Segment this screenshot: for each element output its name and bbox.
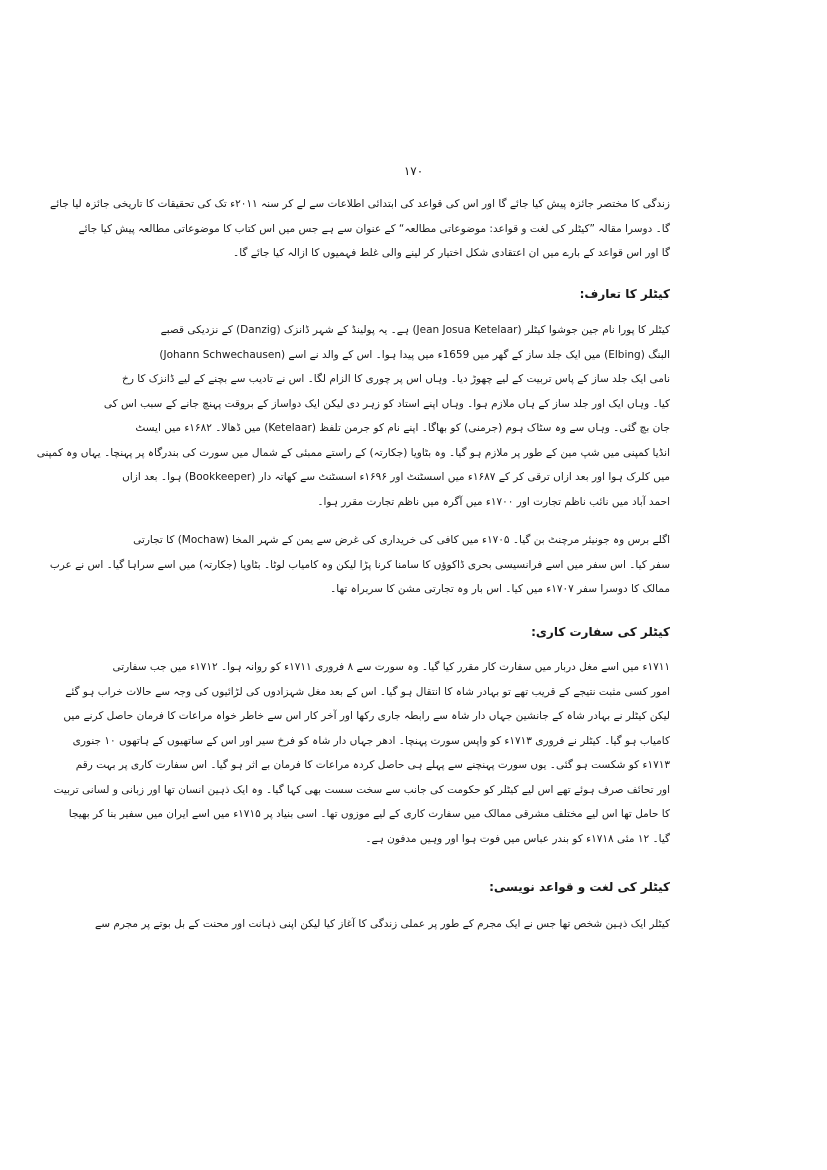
text-line: کامیاب ہو گیا۔ کیٹلر نے فروری ۱۷۱۳ء کو واپس سورت پہنچا۔ ادھر جہاں دار شاہ کو فرخ سیر اور اس کے ساتھیوں کے ہاتھوں ۱۰ جنوری xyxy=(72,734,670,747)
text-line: میں کلرک ہوا اور بعد ازاں ترقی کر کے ۱۶۸۷ء میں اسسٹنٹ اور ۱۶۹۶ء اسسٹنٹ سے کھاتہ دار (Bookkeeper) ہوا۔ بعد ازاں xyxy=(122,471,670,483)
page-number: ۱۷۰ xyxy=(403,164,424,178)
text-line: کیا۔ وہاں ایک اور جلد ساز کے ہاں ملازم ہوا۔ وہاں اپنے استاد کو زہر دی لیکن ایک دواساز کے بروقت پہنچ جانے کے سبب اس کی xyxy=(103,397,670,410)
text-line: زندگی کا مختصر جائزہ پیش کیا جائے گا اور اس کی قواعد کی ابتدائی اطلاعات سے لے کر سنہ ۲۰۱۱ء تک کی تحقیقات کا تاریخی جائزہ لیا جائے xyxy=(50,198,670,210)
text-line: لیکن کیٹلر نے بہادر شاہ کے جانشین جہاں دار شاہ سے رابطہ جاری رکھا اور آخر کار اس سے خاطر خواہ مراعات کا فرمان حاصل کرنے میں xyxy=(63,710,670,722)
text-line: کیٹلر کا پورا نام جین جوشوا کیٹلر (Jean Josua Ketelaar) ہے۔ یہ پولینڈ کے شہر ڈانزک (Danzig) کے نزدیکی قصبے xyxy=(160,324,670,336)
lexicography-paragraph xyxy=(95,912,670,937)
section-heading-lexicography: کیٹلر کی لغت و قواعد نویسی: xyxy=(489,880,670,894)
text-line: ۱۷۱۱ء میں اسے مغل دربار میں سفارت کار مقرر کیا گیا۔ وہ سورت سے ۸ فروری ۱۷۱۱ء کو روانہ ہوا۔ ۱۷۱۲ء میں جب سفارتی xyxy=(112,661,670,673)
text-line: نامی ایک جلد ساز کے پاس تربیت کے لیے چھوڑ دیا۔ وہاں اس پر چوری کا الزام لگا۔ اس نے تادیب سے بچنے کے لیے ڈانزک کا رخ xyxy=(122,373,670,385)
text-line: انڈیا کمپنی میں شپ مین کے طور پر ملازم ہو گیا۔ وہ بٹاویا (جکارتہ) کے راستے ممبئی کے شمال میں سورت کی بندرگاہ پر پہنچا۔ یہاں وہ کمپنی xyxy=(36,446,670,459)
section-heading-introduction: کیٹلر کا تعارف: xyxy=(579,287,670,301)
text-line: اور تحائف صرف ہوئے تھے اس لیے کیٹلر کو حکومت کی جانب سے سخت سست بھی کہا گیا۔ وہ ایک ذہین انسان تھا اور زبانی و لسانی تربیت xyxy=(53,783,670,796)
text-line: اگلے برس وہ جونیئر مرچنٹ بن گیا۔ ۱۷۰۵ء میں کافی کی خریداری کی غرض سے یمن کے شہر المخا (Mochaw) کا تجارتی xyxy=(133,534,670,546)
text-line: احمد آباد میں نائب ناظم تجارت اور ۱۷۰۰ء میں آگرہ میں ناظم تجارت مقرر ہوا۔ xyxy=(317,495,670,508)
text-line: البنگ (Elbing) میں ایک جلد ساز کے گھر میں 1659ء میں پیدا ہوا۔ اس کے والد نے اسے (Johann Schwechausen) xyxy=(159,348,670,361)
section-heading-diplomacy: کیٹلر کی سفارت کاری: xyxy=(531,625,670,639)
diplomacy-paragraph xyxy=(53,655,670,851)
text-line: گیا۔ ۱۲ مئی ۱۷۱۸ء کو بندر عباس میں فوت ہوا اور وہیں مدفون ہے۔ xyxy=(365,832,670,845)
introduction-paragraph-2 xyxy=(49,528,670,602)
text-line: امور کسی مثبت نتیجے کے قریب تھے تو بہادر شاہ کا انتقال ہو گیا۔ اس کے بعد مغل شہزادوں کی لڑائیوں کی وجہ سے حالات خراب ہو گئے xyxy=(65,685,670,698)
text-line: کا حامل تھا اس لیے مختلف مشرقی ممالک میں سفارت کاری کے لیے موزوں تھا۔ اسی بنیاد پر ۱۷۱۵ء میں اسے ایران میں سفیر بنا کر بھیجا xyxy=(68,808,670,820)
text-line: جان بچ گئی۔ وہاں سے وہ سٹاک ہوم (جرمنی) کو بھاگا۔ اپنے نام کو جرمن تلفظ (Ketelaar) میں ڈھالا۔ ۱۶۸۲ء میں ایسٹ xyxy=(135,422,670,434)
text-line: ۱۷۱۳ء کو شکست ہو گئی۔ یوں سورت پہنچنے سے پہلے ہی حاصل کردہ مراعات کا فرمان بے اثر ہو گیا۔ اس سفارت کاری پر بہت رقم xyxy=(75,759,670,771)
text-line: گا اور اس قواعد کے بارے میں ان اعتقادی شکل اختیار کر لینے والی غلط فہمیوں کا ازالہ کیا جائے گا۔ xyxy=(233,247,670,259)
text-line: گا۔ دوسرا مقالہ ”کیٹلر کی لغت و قواعد: موضوعاتی مطالعہ“ کے عنوان سے ہے جس میں اس کتاب کا موضوعاتی مطالعہ پیش کیا جائے xyxy=(78,222,670,235)
text-line: سفر کیا۔ اس سفر میں اسے فرانسیسی بحری ڈاکوؤں کا سامنا کرنا پڑا لیکن وہ کامیاب لوٹا۔ بٹاویا (جکارتہ) میں اسے سراہا گیا۔ اس نے عرب xyxy=(49,558,670,571)
text-line: ممالک کا دوسرا سفر ۱۷۰۷ء میں کیا۔ اس بار وہ تجارتی مشن کا سربراہ تھا۔ xyxy=(330,583,670,595)
introduction-paragraph-1 xyxy=(36,318,670,514)
intro-paragraph xyxy=(50,192,670,266)
text-line: کیٹلر ایک ذہین شخص تھا جس نے ایک مجرم کے طور پر عملی زندگی کا آغاز کیا لیکن اپنی ذہانت اور محنت کے بل بوتے پر مجرم سے xyxy=(95,918,670,930)
